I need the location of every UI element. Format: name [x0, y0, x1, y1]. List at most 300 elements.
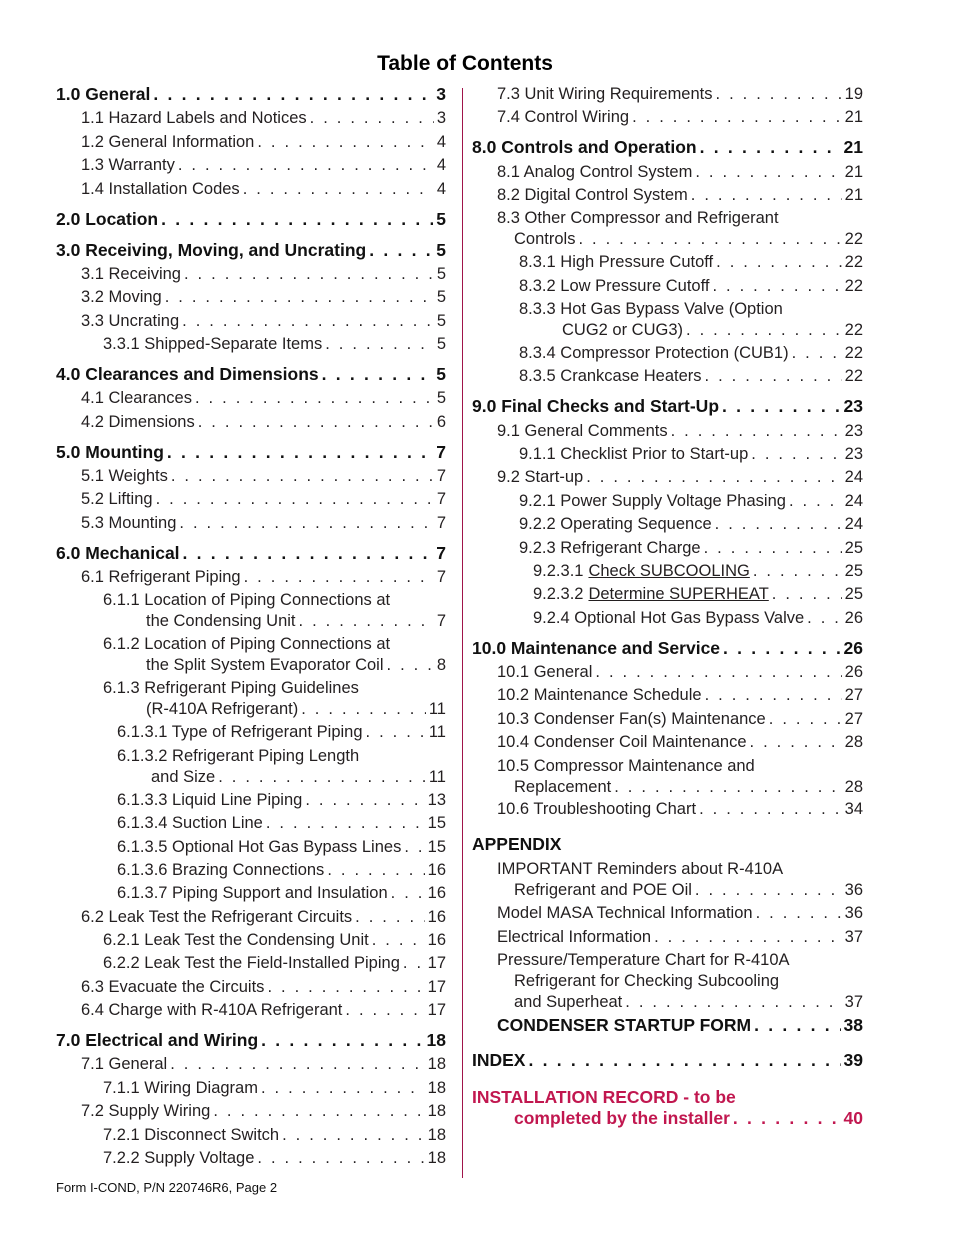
toc-entry-text: 10.4 Condenser Coil Maintenance — [497, 733, 747, 751]
toc-page-number: 18 — [427, 1079, 446, 1097]
toc-entry-text: the Condensing Unit — [146, 612, 296, 630]
dot-leader — [179, 513, 433, 534]
toc-entry-line — [56, 155, 446, 176]
toc-entry-2-0-location[interactable] — [56, 209, 446, 230]
toc-page-number: 3 — [436, 84, 446, 104]
toc-entry-text: 8.3.4 Compressor Protection (CUB1) — [519, 344, 789, 362]
toc-entry-6-1-3-4-suction-line[interactable] — [56, 813, 446, 834]
dot-leader — [355, 907, 424, 928]
toc-page-number: 36 — [844, 904, 863, 922]
toc-entry-5-0-mounting[interactable] — [56, 442, 446, 463]
toc-entry-9-2-start-up[interactable] — [472, 467, 863, 488]
dot-leader — [372, 930, 425, 951]
toc-entry-text: 10.1 General — [497, 663, 593, 681]
toc-entry-6-1-3-5-optional-hot-gas-bypass-lines[interactable] — [56, 837, 446, 858]
toc-entry-line — [472, 514, 863, 535]
dot-leader — [789, 491, 842, 512]
dot-leader — [614, 777, 841, 798]
toc-page-number: 7 — [436, 467, 446, 485]
dot-leader — [161, 209, 433, 230]
toc-entry-text: 6.1.1 Location of Piping Connections at — [103, 591, 391, 609]
toc-entry-1-4-installation-codes[interactable] — [56, 179, 446, 200]
toc-entry-text: 8.3.5 Crankcase Heaters — [519, 367, 702, 385]
toc-entry-1-1-hazard-labels-and-notices[interactable] — [56, 108, 446, 129]
dot-leader — [198, 412, 434, 433]
toc-entry-7-4-control-wiring[interactable] — [472, 107, 863, 128]
toc-entry-condenser-startup-form[interactable] — [472, 1015, 863, 1036]
toc-entry-5-3-mounting[interactable] — [56, 513, 446, 534]
dot-leader — [213, 1101, 424, 1122]
toc-page-number: 19 — [844, 85, 863, 103]
toc-entry-6-2-1-leak-test-the-condensing-unit[interactable] — [56, 930, 446, 951]
toc-entry-8-3-4-compressor-protection-cub1[interactable] — [472, 343, 863, 364]
toc-entry-7-1-1-wiring-diagram[interactable] — [56, 1078, 446, 1099]
toc-entry-text: 9.2.3.2 — [533, 585, 584, 603]
toc-page-number: 16 — [427, 908, 446, 926]
toc-entry-line — [56, 907, 446, 928]
toc-entry-line — [56, 567, 446, 588]
toc-entry-line — [56, 1101, 446, 1122]
toc-entry-line — [56, 837, 446, 858]
toc-entry-text: 9.1 General Comments — [497, 422, 668, 440]
toc-entry-text: 3.1 Receiving — [81, 265, 181, 283]
toc-entry-text: 8.1 Analog Control System — [497, 163, 693, 181]
toc-entry-text: 3.3.1 Shipped-Separate Items — [103, 335, 323, 353]
dot-leader — [218, 767, 426, 788]
toc-entry-9-2-3-refrigerant-charge[interactable] — [472, 538, 863, 559]
page-footer: Form I-COND, P/N 220746R6, Page 2 — [56, 1180, 278, 1195]
dot-leader — [723, 638, 840, 659]
toc-entry-1-2-general-information[interactable] — [56, 132, 446, 153]
toc-entry-text: 6.1.3.6 Brazing Connections — [117, 861, 325, 879]
toc-page-number: 24 — [844, 492, 863, 510]
toc-entry-8-3-1-high-pressure-cutoff[interactable] — [472, 252, 863, 273]
toc-page-number: 22 — [844, 253, 863, 271]
toc-entry-6-1-3-2-refrigerant-piping-length[interactable] — [56, 746, 446, 788]
dot-leader — [345, 1000, 424, 1021]
toc-page-number: 22 — [844, 277, 863, 295]
toc-page-number: 7 — [436, 442, 446, 462]
toc-entry-text: 5.2 Lifting — [81, 490, 153, 508]
toc-entry-text: CONDENSER STARTUP FORM — [497, 1015, 752, 1035]
toc-page-number: 16 — [427, 884, 446, 902]
toc-entry-installation-record-to-be[interactable] — [472, 1087, 863, 1129]
toc-entry-text: 6.2.2 Leak Test the Field-Installed Piping — [103, 954, 400, 972]
toc-page-number: 5 — [436, 335, 446, 353]
toc-entry-6-4-charge-with-r-410a-refrigerant[interactable] — [56, 1000, 446, 1021]
toc-page-number: 11 — [428, 700, 446, 718]
toc-entry-text: 6.1.3.4 Suction Line — [117, 814, 263, 832]
toc-entry-6-1-refrigerant-piping[interactable] — [56, 567, 446, 588]
toc-entry-9-0-final-checks-and-start-up[interactable] — [472, 396, 863, 417]
toc-entry-line — [56, 699, 446, 720]
toc-entry-text: and Superheat — [514, 993, 623, 1011]
toc-entry-text: 6.1.3.3 Liquid Line Piping — [117, 791, 303, 809]
toc-entry-7-2-1-disconnect-switch[interactable] — [56, 1125, 446, 1146]
toc-entry-line — [472, 662, 863, 683]
toc-entry-7-2-supply-wiring[interactable] — [56, 1101, 446, 1122]
toc-entry-line — [56, 1054, 446, 1075]
toc-entry-text: 8.3 Other Compressor and Refrigerant — [497, 209, 779, 227]
toc-entry-line — [472, 709, 863, 730]
toc-entry-8-3-3-hot-gas-bypass-valve-option[interactable] — [472, 299, 863, 341]
toc-entry-text: 6.3 Evacuate the Circuits — [81, 978, 265, 996]
toc-entry-line — [56, 813, 446, 834]
toc-entry-text: 10.0 Maintenance and Service — [472, 638, 721, 658]
dot-leader — [733, 1108, 841, 1129]
toc-entry-6-1-3-1-type-of-refrigerant-piping[interactable] — [56, 722, 446, 743]
toc-entry-line — [472, 229, 863, 250]
toc-entry-5-2-lifting[interactable] — [56, 489, 446, 510]
toc-entry-text: 8.3.3 Hot Gas Bypass Valve (Option — [519, 300, 783, 318]
toc-page-number: 5 — [436, 312, 446, 330]
toc-page-number: 27 — [844, 686, 863, 704]
toc-entry-line — [56, 1148, 446, 1169]
toc-entry-line — [56, 746, 446, 767]
toc-entry-4-2-dimensions[interactable] — [56, 412, 446, 433]
toc-page-number: 8 — [436, 656, 446, 674]
toc-entry-line — [472, 799, 863, 820]
toc-entry-6-2-leak-test-the-refrigerant-circuits[interactable] — [56, 907, 446, 928]
toc-entry-text: Electrical Information — [497, 928, 652, 946]
toc-entry-3-2-moving[interactable] — [56, 287, 446, 308]
toc-entry-8-3-5-crankcase-heaters[interactable] — [472, 366, 863, 387]
toc-page-number: 6 — [436, 413, 446, 431]
toc-entry-line — [56, 930, 446, 951]
dot-leader — [716, 252, 842, 273]
toc-entry-9-2-3-2-determine-superheat[interactable] — [472, 584, 863, 605]
toc-entry-line — [56, 364, 446, 385]
toc-entry-line — [56, 1030, 446, 1051]
toc-entry-8-1-analog-control-system[interactable] — [472, 162, 863, 183]
toc-entry-line — [472, 608, 863, 629]
toc-entry-line — [472, 971, 863, 992]
toc-entry-index[interactable] — [472, 1050, 863, 1071]
toc-entry-3-3-uncrating[interactable] — [56, 311, 446, 332]
toc-entry-line — [472, 185, 863, 206]
toc-entry-line — [56, 860, 446, 881]
toc-entry-line — [56, 209, 446, 230]
toc-entry-text: 8.3.2 Low Pressure Cutoff — [519, 277, 710, 295]
toc-entry-line — [472, 1015, 863, 1036]
dot-leader — [695, 162, 841, 183]
toc-entry-text: Replacement — [514, 778, 612, 796]
toc-entry-6-1-3-3-liquid-line-piping[interactable] — [56, 790, 446, 811]
toc-entry-text: 9.2.1 Power Supply Voltage Phasing — [519, 492, 786, 510]
toc-entry-5-1-weights[interactable] — [56, 466, 446, 487]
toc-page-number: 3 — [436, 109, 446, 127]
dot-leader — [751, 444, 841, 465]
toc-entry-text: 4.0 Clearances and Dimensions — [56, 364, 319, 384]
toc-page-number: 38 — [843, 1015, 863, 1035]
toc-entry-6-2-2-leak-test-the-field-installed-pipi[interactable] — [56, 953, 446, 974]
toc-link-text: Determine SUPERHEAT — [588, 585, 769, 603]
toc-entry-text: 7.2.1 Disconnect Switch — [103, 1126, 280, 1144]
toc-page-number: 15 — [427, 814, 446, 832]
toc-page-number: 7 — [436, 490, 446, 508]
toc-entry-10-5-compressor-maintenance-and[interactable] — [472, 756, 863, 798]
dot-leader — [715, 514, 842, 535]
toc-entry-line — [56, 132, 446, 153]
toc-entry-text: 3.2 Moving — [81, 288, 162, 306]
toc-entry-6-0-mechanical[interactable] — [56, 543, 446, 564]
toc-page-number: 7 — [436, 514, 446, 532]
toc-entry-text: the Split System Evaporator Coil — [146, 656, 384, 674]
toc-page-number: 11 — [428, 723, 446, 741]
toc-entry-text: Refrigerant and POE Oil — [514, 881, 692, 899]
dot-leader — [712, 276, 841, 297]
toc-entry-text: 1.1 Hazard Labels and Notices — [81, 109, 307, 127]
toc-page-number: 24 — [844, 468, 863, 486]
dot-leader — [182, 311, 434, 332]
toc-page-number: 5 — [436, 288, 446, 306]
dot-leader — [792, 343, 842, 364]
toc-entry-line — [472, 84, 863, 105]
toc-entry-7-3-unit-wiring-requirements[interactable] — [472, 84, 863, 105]
toc-entry-text: 6.1.3.5 Optional Hot Gas Bypass Lines — [117, 838, 402, 856]
toc-entry-line — [56, 287, 446, 308]
toc-page-number: 5 — [436, 209, 446, 229]
toc-entry-line — [56, 883, 446, 904]
dot-leader — [165, 287, 434, 308]
toc-page-number: 34 — [844, 800, 863, 818]
toc-entry-line — [472, 1108, 863, 1129]
toc-entry-line — [56, 953, 446, 974]
toc-entry-10-6-troubleshooting-chart[interactable] — [472, 799, 863, 820]
toc-entry-10-2-maintenance-schedule[interactable] — [472, 685, 863, 706]
toc-entry-10-1-general[interactable] — [472, 662, 863, 683]
dot-leader — [170, 1054, 424, 1075]
toc-entry-8-3-2-low-pressure-cutoff[interactable] — [472, 276, 863, 297]
toc-entry-3-3-1-shipped-separate-items[interactable] — [56, 334, 446, 355]
toc-entry-4-0-clearances-and-dimensions[interactable] — [56, 364, 446, 385]
toc-entry-line — [56, 334, 446, 355]
toc-entry-line — [56, 634, 446, 655]
toc-entry-text: Pressure/Temperature Chart for R-410A — [497, 951, 790, 969]
dot-leader — [366, 722, 426, 743]
toc-page-number: 27 — [844, 710, 863, 728]
toc-entry-text: 9.2.3.1 — [533, 562, 584, 580]
toc-page-number: 17 — [427, 1001, 446, 1019]
toc-entry-10-3-condenser-fan-s-maintenance[interactable] — [472, 709, 863, 730]
toc-entry-line — [472, 366, 863, 387]
toc-entry-line — [56, 977, 446, 998]
dot-leader — [325, 334, 434, 355]
toc-page-number: 16 — [427, 931, 446, 949]
dot-leader — [691, 185, 842, 206]
toc-page-number: 36 — [844, 881, 863, 899]
dot-leader — [403, 953, 425, 974]
toc-entry-line — [472, 561, 863, 582]
toc-page-number: 5 — [436, 265, 446, 283]
toc-entry-text: 7.3 Unit Wiring Requirements — [497, 85, 713, 103]
toc-page-number: 7 — [436, 612, 446, 630]
dot-leader — [299, 611, 434, 632]
toc-entry-1-0-general[interactable] — [56, 84, 446, 105]
toc-entry-6-1-3-7-piping-support-and-insulation[interactable] — [56, 883, 446, 904]
toc-entry-line — [472, 396, 863, 417]
toc-entry-line — [56, 790, 446, 811]
toc-page-number: 7 — [436, 568, 446, 586]
toc-entry-line — [56, 678, 446, 699]
toc-entry-line — [472, 107, 863, 128]
dot-leader — [257, 1148, 424, 1169]
toc-entry-line — [472, 859, 863, 880]
toc-page-number: 21 — [843, 137, 863, 157]
toc-entry-text: 7.2.2 Supply Voltage — [103, 1149, 255, 1167]
toc-entry-text: 10.5 Compressor Maintenance and — [497, 757, 755, 775]
dot-leader — [578, 229, 841, 250]
toc-entry-electrical-information[interactable] — [472, 927, 863, 948]
toc-entry-line — [472, 584, 863, 605]
dot-leader — [695, 880, 842, 901]
toc-entry-line — [472, 320, 863, 341]
toc-page-number: 18 — [426, 1030, 446, 1050]
toc-entry-10-0-maintenance-and-service[interactable] — [472, 638, 863, 659]
toc-page-number: 11 — [428, 768, 446, 786]
toc-entry-line — [472, 444, 863, 465]
toc-entry-line — [472, 880, 863, 901]
dot-leader — [310, 108, 434, 129]
toc-entry-line — [472, 732, 863, 753]
toc-entry-line — [472, 1050, 863, 1071]
dot-leader — [625, 992, 841, 1013]
toc-entry-text: 1.0 General — [56, 84, 151, 104]
toc-entry-line — [56, 590, 446, 611]
toc-entry-1-3-warranty[interactable] — [56, 155, 446, 176]
dot-leader — [404, 837, 424, 858]
toc-page-number: 23 — [843, 396, 863, 416]
toc-entry-text: 1.3 Warranty — [81, 156, 175, 174]
dot-leader — [369, 240, 433, 261]
toc-entry-text: 4.2 Dimensions — [81, 413, 195, 431]
toc-page-number: 17 — [427, 978, 446, 996]
toc-entry-line — [472, 421, 863, 442]
toc-entry-10-4-condenser-coil-maintenance[interactable] — [472, 732, 863, 753]
toc-entry-line — [56, 311, 446, 332]
toc-entry-text: 10.6 Troubleshooting Chart — [497, 800, 697, 818]
toc-entry-6-1-3-refrigerant-piping-guidelines[interactable] — [56, 678, 446, 720]
toc-page-number: 22 — [844, 367, 863, 385]
toc-entry-6-1-2-location-of-piping-connections-at[interactable] — [56, 634, 446, 676]
toc-entry-text: completed by the installer — [514, 1108, 730, 1128]
toc-entry-text: 9.2.4 Optional Hot Gas Bypass Valve — [533, 609, 805, 627]
toc-entry-7-1-general[interactable] — [56, 1054, 446, 1075]
toc-page-number: 25 — [844, 585, 863, 603]
toc-entry-9-2-2-operating-sequence[interactable] — [472, 514, 863, 535]
toc-entry-pressure-temperature-chart-for-r-410a[interactable] — [472, 950, 863, 1013]
toc-entry-text: 5.3 Mounting — [81, 514, 177, 532]
toc-entry-line — [56, 543, 446, 564]
toc-page-number: 37 — [844, 928, 863, 946]
dot-leader — [184, 264, 434, 285]
toc-entry-line — [472, 491, 863, 512]
dot-leader — [700, 137, 841, 158]
dot-leader — [244, 567, 434, 588]
dot-leader — [722, 396, 841, 417]
dot-leader — [654, 927, 842, 948]
toc-entry-line — [56, 442, 446, 463]
toc-entry-3-0-receiving-moving-and-uncrating[interactable] — [56, 240, 446, 261]
dot-leader — [528, 1050, 840, 1071]
dot-leader — [183, 543, 434, 564]
toc-page-number: 28 — [844, 733, 863, 751]
toc-entry-important-reminders-about-r-410a[interactable] — [472, 859, 863, 901]
toc-entry-9-2-3-1-check-subcooling[interactable] — [472, 561, 863, 582]
dot-leader — [178, 155, 434, 176]
toc-entry-3-1-receiving[interactable] — [56, 264, 446, 285]
toc-entry-line — [56, 108, 446, 129]
dot-leader — [769, 709, 842, 730]
toc-entry-8-3-other-compressor-and-refrigerant[interactable] — [472, 208, 863, 250]
dot-leader — [327, 860, 424, 881]
dot-leader — [772, 584, 842, 605]
toc-entry-line — [472, 756, 863, 777]
toc-entry-4-1-clearances[interactable] — [56, 388, 446, 409]
toc-entry-line — [472, 950, 863, 971]
toc-entry-text: 8.2 Digital Control System — [497, 186, 688, 204]
toc-page-number: 4 — [436, 180, 446, 198]
toc-page-number: 5 — [436, 240, 446, 260]
dot-leader — [686, 320, 842, 341]
toc-entry-8-2-digital-control-system[interactable] — [472, 185, 863, 206]
toc-entry-line — [56, 1125, 446, 1146]
toc-entry-6-3-evacuate-the-circuits[interactable] — [56, 977, 446, 998]
toc-entry-text: and Size — [151, 768, 216, 786]
toc-entry-text: 7.2 Supply Wiring — [81, 1102, 211, 1120]
toc-entry-appendix[interactable] — [472, 834, 863, 855]
toc-page-number: 21 — [844, 108, 863, 126]
toc-entry-line — [472, 137, 863, 158]
toc-entry-line — [56, 388, 446, 409]
toc-page-number: 26 — [844, 609, 863, 627]
toc-entry-model-masa-technical-information[interactable] — [472, 903, 863, 924]
toc-entry-8-0-controls-and-operation[interactable] — [472, 137, 863, 158]
toc-entry-line — [472, 685, 863, 706]
toc-entry-9-2-1-power-supply-voltage-phasing[interactable] — [472, 491, 863, 512]
toc-entry-9-1-1-checklist-prior-to-start-up[interactable] — [472, 444, 863, 465]
toc-entry-line — [56, 264, 446, 285]
dot-leader — [671, 421, 842, 442]
toc-entry-text: 9.2 Start-up — [497, 468, 584, 486]
toc-entry-7-0-electrical-and-wiring[interactable] — [56, 1030, 446, 1051]
page-title: Table of Contents — [377, 52, 553, 75]
toc-entry-text: 6.2 Leak Test the Refrigerant Circuits — [81, 908, 353, 926]
toc-entry-text: 6.2.1 Leak Test the Condensing Unit — [103, 931, 369, 949]
toc-entry-9-2-4-optional-hot-gas-bypass-valve[interactable] — [472, 608, 863, 629]
toc-entry-7-2-2-supply-voltage[interactable] — [56, 1148, 446, 1169]
toc-entry-6-1-3-6-brazing-connections[interactable] — [56, 860, 446, 881]
toc-entry-line — [56, 513, 446, 534]
dot-leader — [322, 364, 434, 385]
toc-entry-9-1-general-comments[interactable] — [472, 421, 863, 442]
toc-entry-text: Controls — [514, 230, 576, 248]
dot-leader — [586, 467, 841, 488]
toc-entry-6-1-1-location-of-piping-connections-at[interactable] — [56, 590, 446, 632]
toc-entry-text: 7.1 General — [81, 1055, 168, 1073]
toc-entry-text: 3.0 Receiving, Moving, and Uncrating — [56, 240, 367, 260]
toc-entry-line — [472, 777, 863, 798]
toc-entry-text: 9.2.3 Refrigerant Charge — [519, 539, 701, 557]
dot-leader — [257, 132, 433, 153]
dot-leader — [305, 790, 424, 811]
toc-entry-text: 9.2.2 Operating Sequence — [519, 515, 712, 533]
toc-page-number: 25 — [844, 539, 863, 557]
dot-leader — [261, 1030, 423, 1051]
dot-leader — [595, 662, 841, 683]
toc-page-number: 21 — [844, 163, 863, 181]
toc-entry-text: 5.1 Weights — [81, 467, 168, 485]
